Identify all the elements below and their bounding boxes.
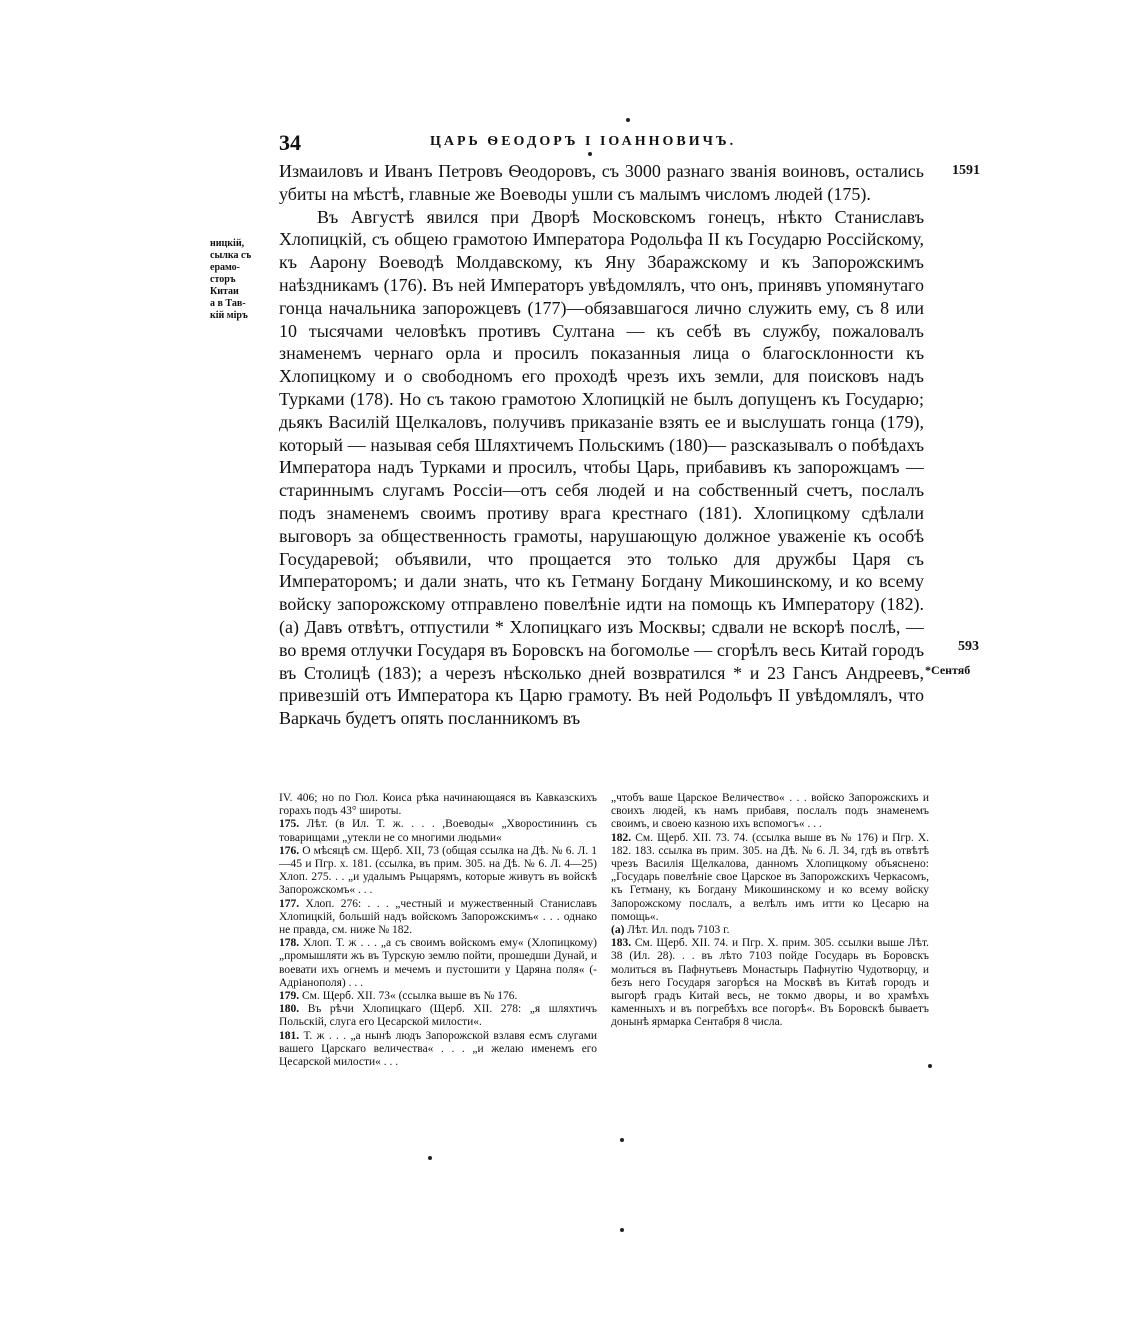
footnotes-left-column: [279, 792, 597, 1069]
footnote: [279, 937, 597, 990]
footnote-text: Въ рѣчи Хлопицкаго (Щерб. XII. 278: „я шляхтичъ Польскiй, слуга его Цесарской милости«.: [279, 1003, 598, 1029]
main-text: [279, 160, 924, 776]
left-margin-line: ерамо-: [210, 262, 241, 273]
left-margin-line: ницкiй,: [210, 238, 245, 249]
footnote-number: 176.: [279, 844, 300, 857]
footnote: [279, 898, 597, 938]
footnote: [611, 937, 929, 1029]
left-margin-note: [210, 238, 276, 322]
print-speck: [428, 1156, 432, 1160]
running-head: ЦАРЬ ѲЕОДОРЪ I ІОАННОВИЧЪ.: [430, 134, 737, 149]
footnotes: [279, 792, 929, 1137]
footnotes-right-column: [611, 792, 929, 1030]
footnote-text: Хлоп. 276: . . . „честный и мужественный Станиславъ Хлопицкiй, большiй надъ войскомъ Запорожскимъ« . . . однако не правда, см. ниже № 182.: [279, 897, 598, 937]
page-number: 34: [279, 130, 301, 155]
footnote-number: 179.: [279, 990, 300, 1003]
footnote-number: 180.: [279, 1003, 300, 1016]
footnote-text: О мѣсяцѣ см. Щерб. XII, 73 (общая ссылка на Дѣ. № 6. Л. 1—45 и Пгр. х. 181. (ссылка, въ прим. 305. на Дѣ. № 6. Л. 4—25) Хлоп. 275. . . „и удалымъ Рыцарямъ, которые живутъ въ войскѣ Запорожскомъ« . . .: [279, 844, 598, 897]
print-speck: [620, 1228, 624, 1232]
year-margin-note: 1591: [952, 163, 980, 178]
footnote: [279, 845, 597, 898]
print-speck: [588, 152, 592, 156]
footnote-number: 182.: [611, 831, 632, 844]
footnote-text: См. Щерб. XII. 74. и Пгр. Х. прим. 305. ссылки выше Лѣт. 38 (Ил. 28). . . въ лѣто 7103 пойде Государь въ Боровскъ молиться въ Пафнутьевъ Монастырь Пафнутiю Чудотворцу, и безъ него Государя загорѣся на Москвѣ въ Китаѣ городъ и выгорѣ градъ Китай весь, не токмо дворы, и во храмѣхъ каменныхъ и въ погребѣхъ все погорѣ«. Въ Боровскѣ бываетъ донынѣ ярмарка Сентабря 8 числа.: [611, 937, 929, 1029]
paragraph: Измаиловъ и Иванъ Петровъ Ѳеодоровъ, съ 3000 разнаго званiя воиновъ, остались убиты на мѣстѣ, главные же Воеводы ушли съ малымъ числомъ людей (175).: [279, 161, 924, 204]
left-margin-line: Китаи: [210, 286, 239, 297]
footnote-number: 177.: [279, 897, 300, 910]
footnote: [279, 1003, 597, 1029]
footnote-number: 178.: [279, 937, 300, 950]
footnote-text: См. Щерб. XII. 73. 74. (ссылка выше въ № 176) и Пгр. Х. 182. 183. ссылка въ прим. 305. на Дѣ. № 6. Л. 34, гдѣ въ отвѣтѣ чрезъ Василiя Щелкалова, данномъ Хлопицкому объяснено: „Государь повелѣнiе свое Царское въ Запорожскихъ Черкасомъ, къ Гетману, къ Богдану Микошинскому и ко всему войску Запорожскому послалъ, а велѣлъ имъ итти ко Цесарю на помощь«.: [611, 831, 929, 923]
print-speck: [928, 1064, 932, 1068]
left-margin-line: а в Тав-: [210, 298, 246, 309]
paragraph: Въ Августѣ явился при Дворѣ Московскомъ гонецъ, нѣкто Станиславъ Хлопицкiй, съ общею грамотою Императора Родольфа II къ Государю Россiйскому, къ Аарону Воеводѣ Молдавскому, къ Яну Збаражскому и къ Запорожскимъ наѣздникамъ (176). Въ ней Императоръ увѣдомлялъ, что онъ, принявъ упомянутаго гонца начальника запорожцевъ (177)—обязавшагося лично служить ему, съ 8 или 10 тысячами человѣкъ противъ Султана — къ себѣ въ службу, пожаловалъ знаменемъ чернаго орла и просилъ показанныя лица о благосклонности къ Хлопицкому и о свободномъ его проходѣ чрезъ ихъ земли, для поисковъ надъ Турками (178). Но съ такою грамотою Хлопицкiй не былъ допущенъ къ Государю; дьякъ Василiй Щелкаловъ, получивъ приказанiе взять ее и выслушать гонца (179), который — называя себя Шляхтичемъ Польскимъ (180)— разсказывалъ о побѣдахъ Императора надъ Турками и просилъ, чтобы Царь, прибавивъ къ запорожцамъ —стариннымъ слугамъ Россiи—отъ себя людей и на собственный счетъ, послалъ подъ знаменемъ своимъ противу врага крестнаго (181). Хлопицкому сдѣлали выговоръ за общественность грамоты, нарушающую должное уваженiе къ особѣ Государевой; объявили, что прощается это только для дружбы Царя съ Императоромъ; и дали знать, что къ Гетману Богдану Микошинскому, и ко всему войску запорожскому отправлено повелѣнiе идти на помощь къ Императору (182). (а) Давъ отвѣтъ, отпустили * Хлопицкаго изъ Москвы; сдвали не вскорѣ послѣ, — во время отлучки Государя въ Боровскъ на богомолье — сгорѣлъ весь Китай городъ въ Столицѣ (183); а черезъ нѣсколько дней возвратился * и 23 Гансъ Андреевъ, привезшiй отъ Императора къ Царю грамоту. Въ ней Родольфъ II увѣдомлялъ, что Варкачь будетъ опять посланникомъ въ: [279, 206, 924, 729]
footnote-number: 181.: [279, 1029, 300, 1042]
right-margin-date: *Сентяб: [925, 663, 971, 677]
print-speck: [620, 1138, 624, 1142]
footnote: [279, 990, 597, 1003]
footnote: [611, 792, 929, 832]
footnote-text: Т. ж . . . „а нынѣ людъ Запорожской взлавя есмъ слугами вашего Царскаго величества« . . . „и желаю именемъ его Цесарской милости« . . .: [279, 1029, 598, 1069]
footnote-text: „чтобъ ваше Царское Величество« . . . войско Запорожскихъ и своихъ людей, къ намъ прибавя, послалъ подъ знаменемъ своимъ, и своею казною ихъ вспомогъ« . . .: [611, 792, 929, 831]
footnote-text: Лѣт. Ил. подъ 7103 г.: [627, 924, 730, 937]
footnote: [279, 818, 597, 844]
footnote-text: Лѣт. (в Ил. Т. ж. . . . ,Воеводы« „Хворостининъ съ товарищами „утекли не со многими людьми«: [279, 818, 598, 844]
left-margin-line: кiй мiръ: [210, 310, 248, 321]
footnote-number: (а): [611, 924, 625, 937]
footnote-text: IV. 406; но по Гюл. Коиса рѣка начинающаяся въ Кавказскихъ горахъ подъ 43° широты.: [279, 792, 597, 818]
footnote-number: 175.: [279, 818, 300, 831]
right-margin-number: 593: [958, 639, 979, 654]
print-speck: [626, 118, 630, 122]
footnote-number: 183.: [611, 937, 632, 950]
footnote: [279, 1030, 597, 1070]
footnote: [611, 924, 929, 937]
footnote-text: См. Щерб. XII. 73« (ссылка выше въ № 176.: [302, 990, 518, 1003]
footnote-text: Хлоп. Т. ж . . . „а съ своимъ войскомъ ему« (Хлопицкому) „промышляти жъ въ Турскую землю пойти, прошедши Дунай, и воевати ихъ огнемъ и мечемъ и пустошити у Царяна поля« (-Адрiанополя) . . .: [279, 937, 597, 989]
footnote: [611, 832, 929, 924]
left-margin-line: сторъ: [210, 274, 236, 285]
left-margin-line: сылка съ: [210, 250, 252, 261]
footnote: [279, 792, 597, 818]
